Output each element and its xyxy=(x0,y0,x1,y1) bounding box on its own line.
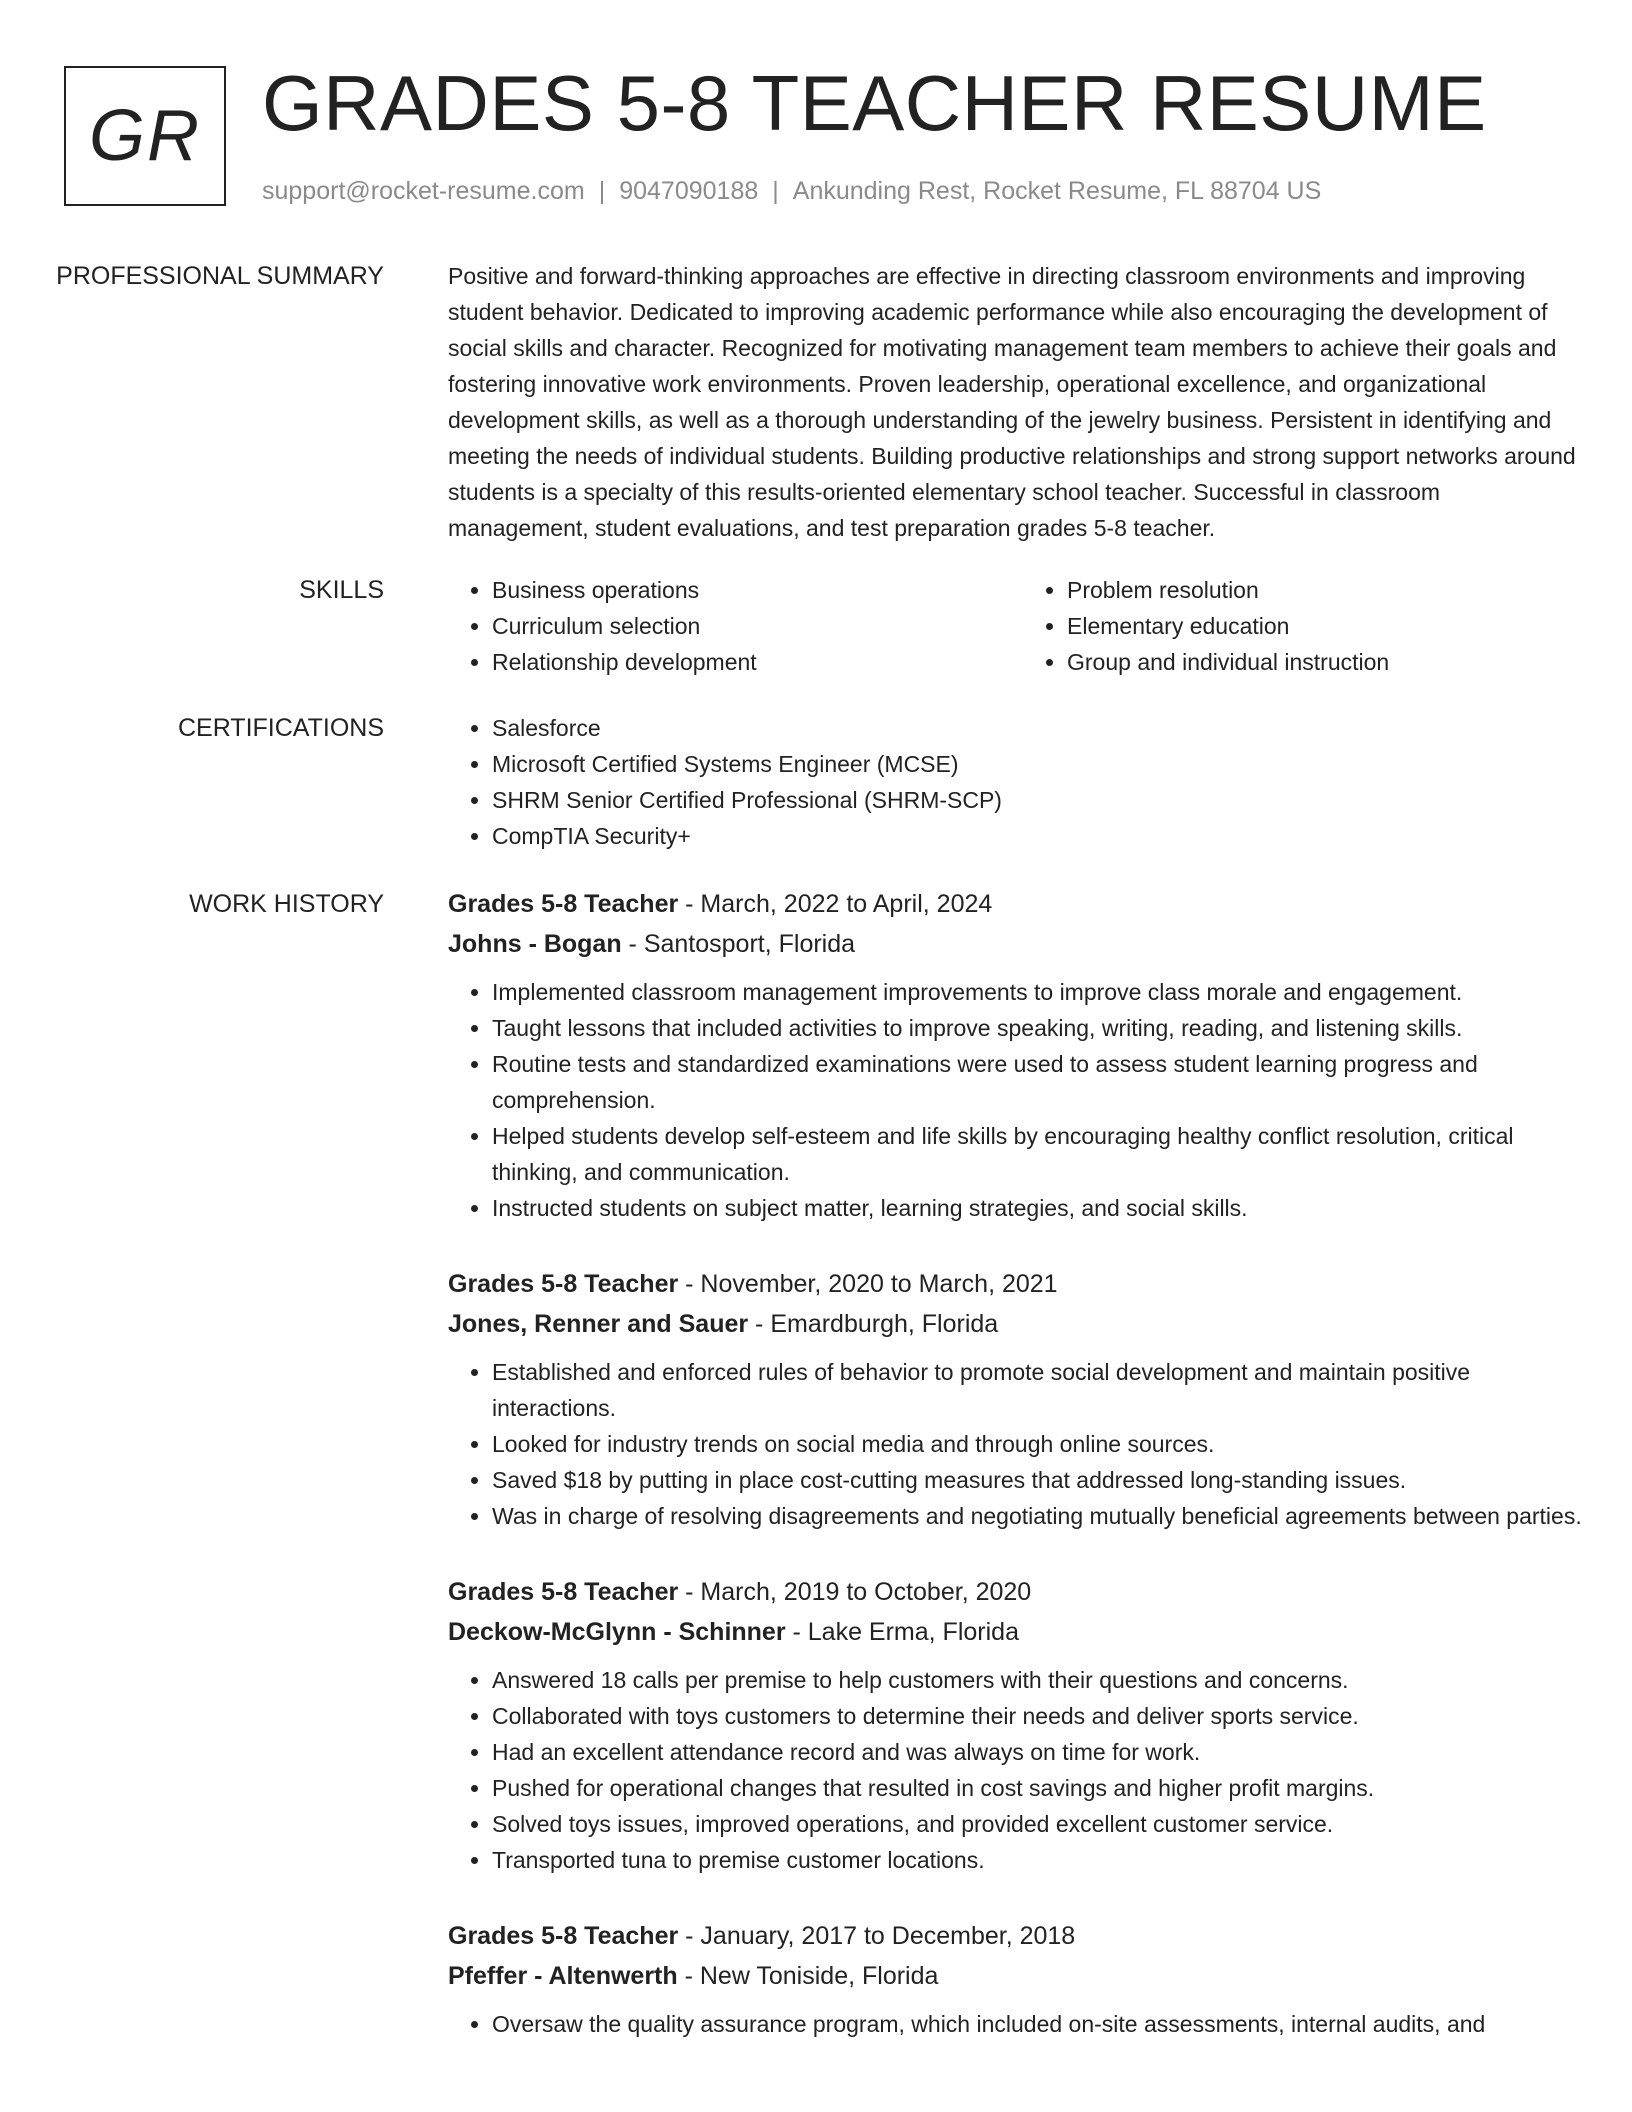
job-dates: - March, 2019 to October, 2020 xyxy=(678,1578,1032,1606)
job-dates: - January, 2017 to December, 2018 xyxy=(678,1922,1076,1950)
contact-separator: | xyxy=(598,177,606,205)
job-bullets xyxy=(448,1354,1598,1534)
job-bullet: • Implemented classroom management improvements to improve class morale and engagement. xyxy=(492,974,1598,1010)
job-employer: Jones, Renner and Sauer xyxy=(448,1310,749,1338)
job-location: - Lake Erma, Florida xyxy=(785,1618,1019,1646)
job-employer-line xyxy=(448,1612,1598,1652)
contact-address: Ankunding Rest, Rocket Resume, FL 88704 US xyxy=(792,177,1322,205)
contact-separator: | xyxy=(772,177,779,205)
job-entry xyxy=(448,1572,1598,1878)
work-history-section xyxy=(0,884,1632,2080)
job-location: - Santosport, Florida xyxy=(621,930,856,958)
job-bullet: • Was in charge of resolving disagreements and negotiating mutually beneficial agreements between parties. xyxy=(492,1498,1598,1534)
resume-title: GRADES 5-8 TEACHER RESUME xyxy=(262,59,1487,147)
job-role-line xyxy=(448,884,1598,924)
job-role-line xyxy=(448,1916,1598,1956)
job-bullet: • Solved toys issues, improved operations, and provided excellent customer service. xyxy=(492,1806,1598,1842)
job-role: Grades 5-8 Teacher xyxy=(448,890,679,918)
job-dates: - November, 2020 to March, 2021 xyxy=(678,1270,1058,1298)
skill-item: • Relationship development xyxy=(492,644,1023,680)
contact-email[interactable]: support@rocket-resume.com xyxy=(262,177,585,205)
skill-item: • Group and individual instruction xyxy=(1067,644,1598,680)
job-location: - New Toniside, Florida xyxy=(677,1962,939,1990)
job-bullets xyxy=(448,2006,1598,2042)
certification-item: • CompTIA Security+ xyxy=(492,818,1598,854)
certifications-section xyxy=(0,710,1632,854)
skills-column-2 xyxy=(1023,572,1598,680)
job-employer-line xyxy=(448,924,1598,964)
skills-grid xyxy=(448,572,1598,680)
skills-column-1 xyxy=(448,572,1023,680)
job-bullets xyxy=(448,974,1598,1226)
skills-section xyxy=(0,572,1632,680)
job-bullet: • Saved $18 by putting in place cost-cutting measures that addressed long-standing issues. xyxy=(492,1462,1598,1498)
job-dates: - March, 2022 to April, 2024 xyxy=(678,890,993,918)
job-role: Grades 5-8 Teacher xyxy=(448,1578,679,1606)
job-bullet: • Routine tests and standardized examinations were used to assess student learning progress and comprehension. xyxy=(492,1046,1598,1118)
certifications-list xyxy=(448,710,1598,854)
job-bullet: • Had an excellent attendance record and was always on time for work. xyxy=(492,1734,1598,1770)
job-bullet: • Looked for industry trends on social media and through online sources. xyxy=(492,1426,1598,1462)
skill-item: • Curriculum selection xyxy=(492,608,1023,644)
job-role: Grades 5-8 Teacher xyxy=(448,1922,679,1950)
job-bullet: • Taught lessons that included activities to improve speaking, writing, reading, and listening skills. xyxy=(492,1010,1598,1046)
section-title-certifications: CERTIFICATIONS xyxy=(177,714,384,742)
job-employer: Deckow-McGlynn - Schinner xyxy=(448,1618,786,1646)
work-history-body xyxy=(448,884,1598,2080)
skill-item: • Business operations xyxy=(492,572,1023,608)
job-entry xyxy=(448,884,1598,1226)
certifications-body xyxy=(448,710,1598,854)
job-role-line xyxy=(448,1264,1598,1304)
job-bullet: • Transported tuna to premise customer locations. xyxy=(492,1842,1598,1878)
job-bullet: • Pushed for operational changes that resulted in cost savings and higher profit margins. xyxy=(492,1770,1598,1806)
summary-body xyxy=(448,258,1598,546)
job-entry xyxy=(448,1916,1598,2042)
job-bullet: • Helped students develop self-esteem and life skills by encouraging healthy conflict resolution, critical thinking, and communication. xyxy=(492,1118,1598,1190)
job-bullet: • Instructed students on subject matter, learning strategies, and social skills. xyxy=(492,1190,1598,1226)
certification-item: • Microsoft Certified Systems Engineer (MCSE) xyxy=(492,746,1598,782)
skill-item: • Elementary education xyxy=(1067,608,1598,644)
job-employer: Pfeffer - Altenwerth xyxy=(448,1962,678,1990)
job-bullet: • Established and enforced rules of behavior to promote social development and maintain positive interactions. xyxy=(492,1354,1598,1426)
job-employer: Johns - Bogan xyxy=(448,930,622,958)
summary-text: Positive and forward-thinking approaches are effective in directing classroom environments and improving student behavior. Dedicated to improving academic performance while also encouraging the development of social skills and character. Recognized for motivating management team members to achieve their goals and fostering innovative work environments. Proven leadership, operational excellence, and organizational development skills, as well as a thorough understanding of the jewelry business. Persistent in identifying and meeting the needs of individual students. Building productive relationships and strong support networks around students is a specialty of this results-oriented elementary school teacher. Successful in classroom management, student evaluations, and test preparation grades 5-8 teacher. xyxy=(448,263,1576,541)
contact-line xyxy=(262,174,1321,208)
job-role: Grades 5-8 Teacher xyxy=(448,1270,679,1298)
job-role-line xyxy=(448,1572,1598,1612)
monogram-logo: GR xyxy=(64,66,226,206)
job-bullet: • Collaborated with toys customers to determine their needs and deliver sports service. xyxy=(492,1698,1598,1734)
certification-item: • Salesforce xyxy=(492,710,1598,746)
job-employer-line xyxy=(448,1956,1598,1996)
job-bullet: • Answered 18 calls per premise to help customers with their questions and concerns. xyxy=(492,1662,1598,1698)
job-location: - Emardburgh, Florida xyxy=(748,1310,999,1338)
resume-content xyxy=(0,258,1632,2080)
skill-item: • Problem resolution xyxy=(1067,572,1598,608)
job-bullets xyxy=(448,1662,1598,1878)
certification-item: • SHRM Senior Certified Professional (SHRM-SCP) xyxy=(492,782,1598,818)
section-title-skills: SKILLS xyxy=(299,576,384,604)
job-entry xyxy=(448,1264,1598,1534)
job-employer-line xyxy=(448,1304,1598,1344)
section-title-summary: PROFESSIONAL SUMMARY xyxy=(56,262,384,290)
job-bullet: • Oversaw the quality assurance program, which included on-site assessments, internal audits, and xyxy=(492,2006,1598,2042)
section-title-work-history: WORK HISTORY xyxy=(189,890,384,918)
contact-phone[interactable]: 9047090188 xyxy=(619,177,759,205)
summary-section xyxy=(0,258,1632,546)
skills-body xyxy=(448,572,1598,680)
